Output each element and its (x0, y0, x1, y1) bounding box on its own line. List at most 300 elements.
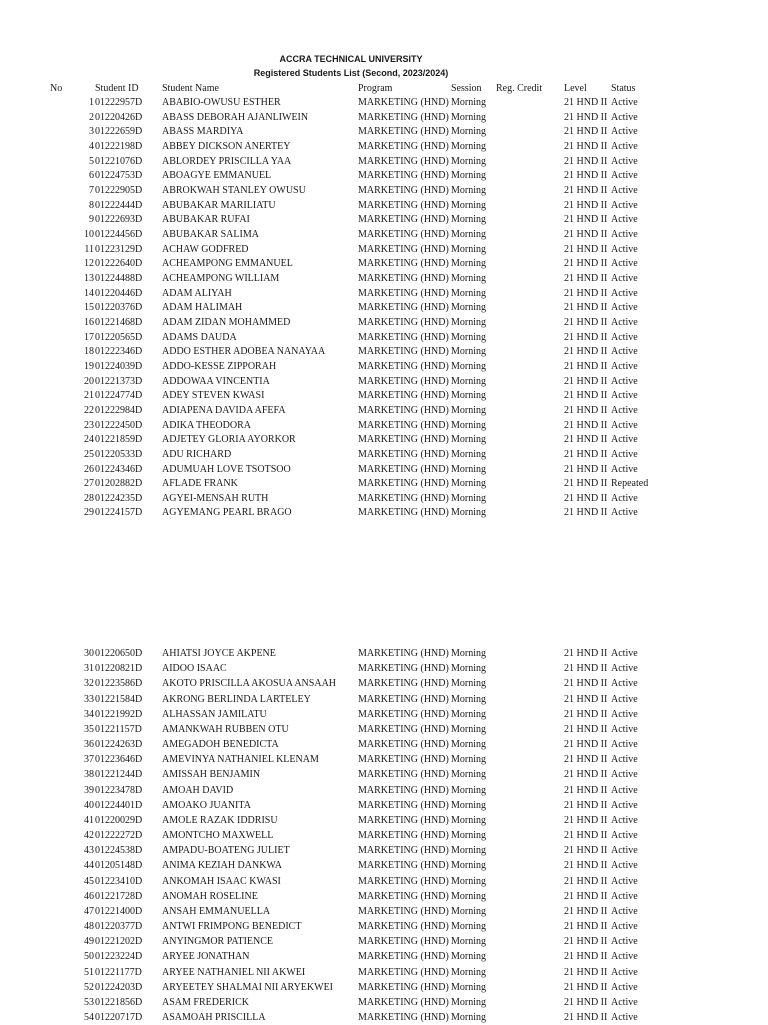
table-row (0, 677, 768, 691)
student-id: 01221244D (95, 769, 143, 781)
level: 21 HND II (564, 111, 608, 123)
student-id: 01224774D (95, 390, 143, 402)
header-program: Program (358, 83, 393, 94)
table-row (0, 96, 768, 110)
level: 21 HND II (564, 693, 608, 705)
student-id: 01222984D (95, 404, 143, 416)
level: 21 HND II (564, 936, 608, 948)
table-row (0, 287, 768, 301)
table-row (0, 890, 768, 904)
row-number: 48 (84, 921, 94, 933)
row-number: 12 (84, 258, 94, 270)
table-row (0, 463, 768, 477)
session: Morning (451, 507, 486, 519)
program: MARKETING (HND) (358, 155, 449, 167)
session: Morning (451, 905, 486, 917)
session: Morning (451, 678, 486, 690)
table-row (0, 859, 768, 873)
list-subtitle: Registered Students List (Second, 2023/2024) (253, 68, 449, 78)
status: Active (611, 404, 638, 416)
level: 21 HND II (564, 97, 608, 108)
status: Active (611, 97, 638, 108)
session: Morning (451, 478, 486, 490)
session: Morning (451, 784, 486, 796)
table-row (0, 966, 768, 980)
student-id: 01224488D (95, 272, 143, 284)
student-name: AFLADE FRANK (162, 478, 238, 490)
row-number: 11 (84, 243, 94, 255)
program: MARKETING (HND) (358, 890, 449, 902)
table-row (0, 662, 768, 676)
row-number: 4 (89, 140, 94, 152)
student-id: 01222905D (95, 184, 143, 196)
student-name: ANYINGMOR PATIENCE (162, 936, 274, 948)
table-row (0, 506, 768, 520)
student-id: 01222272D (95, 830, 143, 842)
row-number: 40 (84, 799, 94, 811)
session: Morning (451, 214, 486, 226)
status: Active (611, 951, 638, 963)
session: Morning (451, 111, 486, 123)
student-id: 01223129D (95, 243, 143, 255)
session: Morning (451, 316, 486, 328)
status: Active (611, 860, 638, 872)
level: 21 HND II (564, 170, 608, 182)
session: Morning (451, 434, 486, 446)
student-name: AMOAKO JUANITA (162, 799, 251, 811)
header-no: No (50, 83, 63, 94)
program: MARKETING (HND) (358, 199, 449, 211)
program: MARKETING (HND) (358, 375, 449, 387)
student-name: ADAM ALIYAH (162, 287, 232, 299)
row-number: 7 (89, 184, 94, 196)
session: Morning (451, 155, 486, 167)
program: MARKETING (HND) (358, 258, 449, 270)
level: 21 HND II (564, 860, 608, 872)
row-number: 29 (84, 507, 94, 519)
row-number: 3 (89, 126, 94, 138)
status: Active (611, 492, 638, 504)
student-name: ABABIO-OWUSU ESTHER (162, 97, 281, 108)
student-id: 01220565D (95, 331, 143, 343)
status: Active (611, 981, 638, 993)
session: Morning (451, 981, 486, 993)
level: 21 HND II (564, 799, 608, 811)
student-id: 01221856D (95, 996, 143, 1008)
student-name: AMONTCHO MAXWELL (162, 830, 274, 842)
student-name: ANSAH EMMANUELLA (162, 905, 271, 917)
student-id: 01221859D (95, 434, 143, 446)
session: Morning (451, 830, 486, 842)
student-name: ANIMA KEZIAH DANKWA (162, 860, 282, 872)
header-reg-credit: Reg. Credit (496, 83, 543, 94)
status: Active (611, 331, 638, 343)
level: 21 HND II (564, 996, 608, 1008)
student-name: ANOMAH ROSELINE (162, 890, 258, 902)
table-row (0, 799, 768, 813)
program: MARKETING (HND) (358, 346, 449, 358)
student-name: ARYEETEY SHALMAI NII ARYEKWEI (162, 981, 334, 993)
program: MARKETING (HND) (358, 184, 449, 196)
row-number: 50 (84, 951, 94, 963)
program: MARKETING (HND) (358, 140, 449, 152)
student-name: ADIKA THEODORA (162, 419, 251, 431)
level: 21 HND II (564, 243, 608, 255)
session: Morning (451, 754, 486, 766)
table-row (0, 345, 768, 359)
student-name: ADAMS DAUDA (162, 331, 237, 343)
student-name: ADDOWAA VINCENTIA (162, 375, 270, 387)
student-name: ABUBAKAR SALIMA (162, 228, 259, 240)
student-name: ACHEAMPONG EMMANUEL (162, 258, 293, 270)
student-id: 01224157D (95, 507, 143, 519)
student-id: 01224263D (95, 739, 143, 751)
student-name: AMPADU-BOATENG JULIET (162, 845, 290, 857)
session: Morning (451, 996, 486, 1008)
status: Active (611, 769, 638, 781)
session: Morning (451, 287, 486, 299)
table-row (0, 1011, 768, 1025)
row-number: 10 (84, 228, 94, 240)
status: Active (611, 140, 638, 152)
row-number: 23 (84, 419, 94, 431)
student-id: 01221400D (95, 905, 143, 917)
table-row (0, 738, 768, 752)
status: Active (611, 875, 638, 887)
status: Active (611, 814, 638, 826)
program: MARKETING (HND) (358, 814, 449, 826)
row-number: 14 (84, 287, 94, 299)
table-row (0, 448, 768, 462)
table-row (0, 301, 768, 315)
status: Active (611, 434, 638, 446)
status: Active (611, 375, 638, 387)
table-row (0, 905, 768, 919)
row-number: 45 (84, 875, 94, 887)
session: Morning (451, 860, 486, 872)
table-row (0, 184, 768, 198)
header-student-name: Student Name (162, 83, 219, 94)
program: MARKETING (HND) (358, 951, 449, 963)
session: Morning (451, 693, 486, 705)
status: Active (611, 905, 638, 917)
student-name: AMANKWAH RUBBEN OTU (162, 723, 289, 735)
row-number: 30 (84, 648, 94, 659)
row-number: 16 (84, 316, 94, 328)
status: Repeated (611, 478, 649, 490)
row-number: 6 (89, 170, 94, 182)
level: 21 HND II (564, 921, 608, 933)
row-number: 20 (84, 375, 94, 387)
program: MARKETING (HND) (358, 126, 449, 138)
row-number: 35 (84, 723, 94, 735)
level: 21 HND II (564, 981, 608, 993)
student-id: 01222346D (95, 346, 143, 358)
program: MARKETING (HND) (358, 228, 449, 240)
program: MARKETING (HND) (358, 434, 449, 446)
session: Morning (451, 97, 486, 108)
row-number: 33 (84, 693, 94, 705)
level: 21 HND II (564, 404, 608, 416)
row-number: 37 (84, 754, 94, 766)
table-row (0, 950, 768, 964)
level: 21 HND II (564, 258, 608, 270)
status: Active (611, 784, 638, 796)
university-title: ACCRA TECHNICAL UNIVERSITY (279, 54, 423, 64)
student-name: ABLORDEY PRISCILLA YAA (162, 155, 292, 167)
session: Morning (451, 375, 486, 387)
status: Active (611, 155, 638, 167)
session: Morning (451, 463, 486, 475)
row-number: 17 (84, 331, 94, 343)
session: Morning (451, 243, 486, 255)
status: Active (611, 507, 638, 519)
program: MARKETING (HND) (358, 214, 449, 226)
table-row (0, 360, 768, 374)
table-row (0, 477, 768, 491)
row-number: 22 (84, 404, 94, 416)
table-row (0, 647, 768, 661)
table-row (0, 708, 768, 722)
table-row (0, 213, 768, 227)
table-row (0, 155, 768, 169)
program: MARKETING (HND) (358, 678, 449, 690)
student-id: 01220533D (95, 448, 143, 460)
program: MARKETING (HND) (358, 875, 449, 887)
student-id: 01202882D (95, 478, 143, 490)
table-row (0, 492, 768, 506)
level: 21 HND II (564, 723, 608, 735)
table-row (0, 981, 768, 995)
level: 21 HND II (564, 507, 608, 519)
program: MARKETING (HND) (358, 360, 449, 372)
status: Active (611, 258, 638, 270)
row-number: 47 (84, 905, 94, 917)
student-id: 01224401D (95, 799, 143, 811)
session: Morning (451, 890, 486, 902)
row-number: 38 (84, 769, 94, 781)
level: 21 HND II (564, 890, 608, 902)
row-number: 1 (89, 97, 94, 108)
student-id: 01224538D (95, 845, 143, 857)
session: Morning (451, 419, 486, 431)
level: 21 HND II (564, 463, 608, 475)
status: Active (611, 799, 638, 811)
row-number: 53 (84, 996, 94, 1008)
student-id: 01221177D (95, 966, 142, 978)
student-id: 01224753D (95, 170, 143, 182)
program: MARKETING (HND) (358, 936, 449, 948)
program: MARKETING (HND) (358, 272, 449, 284)
student-name: AMOAH DAVID (162, 784, 234, 796)
program: MARKETING (HND) (358, 331, 449, 343)
session: Morning (451, 302, 486, 314)
program: MARKETING (HND) (358, 784, 449, 796)
row-number: 42 (84, 830, 94, 842)
row-number: 19 (84, 360, 94, 372)
session: Morning (451, 845, 486, 857)
student-id: 01220446D (95, 287, 143, 299)
session: Morning (451, 492, 486, 504)
student-name: ALHASSAN JAMILATU (162, 708, 267, 720)
table-row (0, 228, 768, 242)
level: 21 HND II (564, 360, 608, 372)
status: Active (611, 723, 638, 735)
student-id: 01220376D (95, 302, 143, 314)
student-name: ABASS DEBORAH AJANLIWEIN (162, 111, 309, 123)
row-number: 52 (84, 981, 94, 993)
level: 21 HND II (564, 739, 608, 751)
student-id: 01220717D (95, 1012, 143, 1024)
session: Morning (451, 448, 486, 460)
student-name: AIDOO ISAAC (162, 663, 227, 675)
program: MARKETING (HND) (358, 507, 449, 519)
table-row (0, 257, 768, 271)
table-row (0, 272, 768, 286)
row-number: 2 (89, 111, 94, 123)
level: 21 HND II (564, 375, 608, 387)
student-id: 01223646D (95, 754, 143, 766)
student-id: 01222444D (95, 199, 143, 211)
student-name: ACHEAMPONG WILLIAM (162, 272, 280, 284)
level: 21 HND II (564, 1012, 608, 1024)
student-id: 01221076D (95, 155, 143, 167)
row-number: 49 (84, 936, 94, 948)
program: MARKETING (HND) (358, 390, 449, 402)
student-id: 01220377D (95, 921, 143, 933)
status: Active (611, 448, 638, 460)
program: MARKETING (HND) (358, 981, 449, 993)
row-number: 54 (84, 1012, 94, 1024)
session: Morning (451, 875, 486, 887)
level: 21 HND II (564, 951, 608, 963)
student-id: 01222693D (95, 214, 143, 226)
table-row (0, 111, 768, 125)
table-row (0, 784, 768, 798)
row-number: 5 (89, 155, 94, 167)
level: 21 HND II (564, 390, 608, 402)
status: Active (611, 111, 638, 123)
status: Active (611, 390, 638, 402)
program: MARKETING (HND) (358, 492, 449, 504)
program: MARKETING (HND) (358, 448, 449, 460)
table-header (0, 83, 768, 96)
status: Active (611, 316, 638, 328)
student-id: 01222659D (95, 126, 143, 138)
level: 21 HND II (564, 708, 608, 720)
student-name: AMEVINYA NATHANIEL KLENAM (162, 754, 319, 766)
student-name: AMEGADOH BENEDICTA (162, 739, 279, 751)
row-number: 18 (84, 346, 94, 358)
student-name: ARYEE JONATHAN (162, 951, 250, 963)
program: MARKETING (HND) (358, 1012, 449, 1024)
student-name: ABBEY DICKSON ANERTEY (162, 140, 291, 152)
table-row (0, 753, 768, 767)
table-row (0, 875, 768, 889)
student-name: ABROKWAH STANLEY OWUSU (162, 184, 306, 196)
program: MARKETING (HND) (358, 905, 449, 917)
session: Morning (451, 199, 486, 211)
level: 21 HND II (564, 126, 608, 138)
row-number: 9 (89, 214, 94, 226)
table-row (0, 316, 768, 330)
student-name: AGYEI-MENSAH RUTH (162, 492, 269, 504)
row-number: 24 (84, 434, 94, 446)
row-number: 8 (89, 199, 94, 211)
row-number: 28 (84, 492, 94, 504)
session: Morning (451, 936, 486, 948)
program: MARKETING (HND) (358, 693, 449, 705)
student-name: ASAM FREDERICK (162, 996, 249, 1008)
student-name: AKRONG BERLINDA LARTELEY (162, 693, 311, 705)
session: Morning (451, 663, 486, 675)
table-row (0, 125, 768, 139)
header-level: Level (564, 83, 587, 94)
row-number: 26 (84, 463, 94, 475)
student-id: 01224346D (95, 463, 143, 475)
row-number: 41 (84, 814, 94, 826)
session: Morning (451, 140, 486, 152)
level: 21 HND II (564, 769, 608, 781)
status: Active (611, 1012, 638, 1024)
status: Active (611, 346, 638, 358)
student-id: 01221584D (95, 693, 143, 705)
table-row (0, 935, 768, 949)
table-row (0, 199, 768, 213)
level: 21 HND II (564, 346, 608, 358)
session: Morning (451, 184, 486, 196)
student-id: 01221202D (95, 936, 143, 948)
status: Active (611, 663, 638, 675)
level: 21 HND II (564, 663, 608, 675)
level: 21 HND II (564, 492, 608, 504)
student-id: 01220426D (95, 111, 143, 123)
status: Active (611, 739, 638, 751)
status: Active (611, 302, 638, 314)
student-id: 01221468D (95, 316, 143, 328)
level: 21 HND II (564, 331, 608, 343)
student-id: 01221728D (95, 890, 143, 902)
student-id: 01224456D (95, 228, 143, 240)
row-number: 51 (84, 966, 94, 978)
table-row (0, 844, 768, 858)
session: Morning (451, 272, 486, 284)
status: Active (611, 228, 638, 240)
session: Morning (451, 126, 486, 138)
session: Morning (451, 1012, 486, 1024)
level: 21 HND II (564, 419, 608, 431)
level: 21 HND II (564, 754, 608, 766)
student-name: ADUMUAH LOVE TSOTSOO (162, 463, 291, 475)
header-status: Status (611, 83, 636, 94)
row-number: 27 (84, 478, 94, 490)
student-name: ABUBAKAR MARILIATU (162, 199, 276, 211)
header-session: Session (451, 83, 482, 94)
student-id: 01224235D (95, 492, 143, 504)
session: Morning (451, 228, 486, 240)
program: MARKETING (HND) (358, 419, 449, 431)
status: Active (611, 996, 638, 1008)
row-number: 36 (84, 739, 94, 751)
student-name: ACHAW GODFRED (162, 243, 249, 255)
status: Active (611, 754, 638, 766)
level: 21 HND II (564, 155, 608, 167)
session: Morning (451, 799, 486, 811)
level: 21 HND II (564, 905, 608, 917)
level: 21 HND II (564, 814, 608, 826)
status: Active (611, 360, 638, 372)
program: MARKETING (HND) (358, 111, 449, 123)
